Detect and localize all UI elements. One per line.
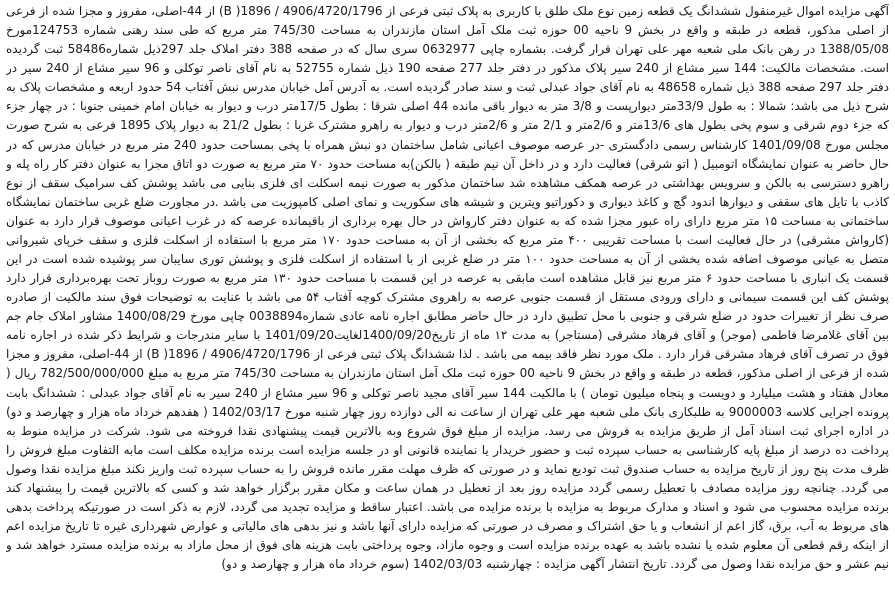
notice-body: آگهی مزایده اموال غیرمنقول ششدانگ یک قطعه زمین نوع ملک طلق با کاربری به پلاک ثبتی فرعی از 4906/4720/1796 / 1896( B) از 44-اصلی، مفروز و مجزا شده از فرعی از اصلی مذکور، قطعه در طبقه و واقع در بخش 9 ناحیه 00 حوزه ثبت ملک آمل استان مازندران به مساحت 745/30 متر مربع که طی سند رهنی شماره 124753مورخ 1388/05/08 در رهن بانک ملی شعبه مهر علی تهران قرار گرفت. بشماره چاپی 0632977 سری سال که در صفحه 388 دفتر املاک جلد 297ذیل شماره58486 ثبت گردیده است. مشخصات مالکیت: 144 سیر مشاع از 240 سیر پلاک مذکور در دفتر جلد 277 صفحه 190 ذیل شماره 52755 به نام آقای ناصر توکلی و 96 سیر مشاع از 240 سیر در دفتر جلد 297 صفحه 388 ذیل شماره 48658 به نام آقای جواد عبدلی ثبت و سند صادر گردیده است. به آدرس آمل خیابان مدرس نبش آفتاب 54 حدود اربعه و مشخصات پلاک به شرح ذیل می باشد: شمالا : به طول 33/9متر دیوارپست و 3/8 متر به دیوار باقی مانده 44 اصلی شرقا : بطول 17/5متر درب و دیوار به خیابان امام خمینی جنوبا : در چهار جزء که جزء دوم شرقی و سوم پخی بطول های 13/6متر و 2/6متر و 2/1 متر و 2/6متر درب و دیوار به راهرو مشترک غربا : بطول 21/2 به دیوار پلاک 1895 فرعی به شرح صورت مجلس مورخ 1401/09/08 کارشناس رسمی دادگستری -در عرصه موصوف اعیانی شامل ساختمان دو نبش همراه با پخی بمساحت حدود 240 متر مربع در خیابان مدرس که در حال حاضر به عنوان نمایشگاه اتومبیل ( اتو شرقی) فعالیت دارد و در داخل آن نیم طبقه ( بالکن)به مساحت حدود ۷۰ متر مربع به صورت دو اتاق مجزا به عنوان دفتر کار راه پله و راهرو دسترسی به بالکن و سرویس بهداشتی در عرصه همکف مشاهده شد ساختمان مذکور به صورت نیمه اسکلت ای فلزی بنایی می باشد پوشش کف سرامیک سقف از نوع کاذب با تایل های سقفی و دیوارها اندود گچ و کاغذ دیواری و دکوراتیو ویترین و شیشه های سکوریت و نمای اصلی کامپوزیت می باشد .در مجاورت ضلع غربی ساختمان نمایشگاه ساختمانی به مساحت ۱۵ متر مربع دارای راه عبور مجزا شده که به عنوان دفتر کارواش در حال بهره برداری از باقیمانده عرصه که در غرب اعیانی موصوف قرار دارد به عنوان (کارواش مشرقی) در حال فعالیت است با مساحت تقریبی ۴۰۰ متر مربع که بخشی از آن به مساحت حدود ۱۷۰ متر مربع با استفاده از اسکلت فلزی و سقف خرپای شیروانی متصل به عیانی موصوف اضافه شده بخشی از آن به مساحت حدود ۱۰۰ متر در ضلع غربی از با استفاده از اسکلت فلزی و پوشش توری سایبان سر پوشیده شده است در این قسمت یک انباری با مساحت حدود ۶ متر مربع نیز قابل مشاهده است مابقی به عرصه در این قسمت با مساحت حدود ۱۳۰ متر مربع به صورت روباز تحت بهره‌برداری قرار دارد پوشش کف این قسمت سیمانی و دارای ورودی مستقل از قسمت جنوبی عرصه به راهروی مشترک کوچه آفتاب ۵۴ می باشد با عنایت به توضیحات فوق سند مالکیت از صادره صرف نظر از تغییرات حدود در ضلع شرقی و جنوبی با محل تطبیق دارد در حال حاضر مطابق اجاره نامه عادی شماره0038894 چاپی مورخ 1400/08/29 مشاور املاک جام جم بین آقای غلامرضا فاطمی (موجر) و آقای فرهاد مشرقی (مستاجر) به مدت ۱۲ ماه از تاریخ1400/09/20لغایت1401/09/20 با سایر مندرجات و شرایط ذکر شده در اجاره نامه فوق در تصرف آقای فرهاد مشرقی قرار دارد . ملک مورد نظر فاقد بیمه می باشد . لذا ششدانگ پلاک ثبتی فرعی از 4906/4720/1796 / 1896( B) از 44-اصلی، مفروز و مجزا شده از فرعی از اصلی مذکور، قطعه در طبقه و واقع در بخش 9 ناحیه 00 حوزه ثبت ملک آمل استان مازندران به مساحت 745/30 متر مربع به مبلغ 782/500/000/000 ریال ( معادل هفتاد و هشت میلیارد و دویست و پنجاه میلیون تومان ) با مالکیت 144 سیر آقای مجید ناصر توکلی و 96 سیر مشاع از 240 سیر به نام آقای جواد عبدلی : ششدانگ بابت پرونده اجرایی کلاسه 9000003 به طلبکاری بانک ملی شعبه مهر علی تهران از ساعت نه الی دوازده روز چهار شنبه مورخ 1402/03/17 ( هفدهم خرداد ماه هزار و چهارصد و دو) در اداره اجرای ثبت اسناد آمل از طریق مزایده به فروش می رسد. مزایده از مبلغ فوق شروع وبه بالاترین قیمت پیشنهادی نقدا فروخته می شود. شرکت در مزایده منوط به پرداخت ده درصد از مبلغ پایه کارشناسی به حساب سپرده ثبت و حضور خریدار یا نماینده قانونی او در جلسه مزایده است برنده مزایده مکلف است مابه التفاوت مبلغ فروش را ظرف مدت پنج روز از تاریخ مزایده به حساب صندوق ثبت تودیع نماید و در صورتی که ظرف مهلت مقرر مانده فروش را به حساب سپرده ثبت واریز نکند مبلغ مزایده نقدا وصول می گردد. چنانچه روز مزایده مصادف با تعطیل رسمی گردد مزایده روز بعد از تعطیل در همان ساعت و مکان مقرر برگزار خواهد شد و کسی که بالاترین قیمت را پیشنهاد کند برنده مزایده محسوب می شود و اسناد و مدارک مربوط به مزایده با برنده مزایده می باشد. اعتبار ساقط و مزایده تجدید می گردد، لازم به ذکر است در صورتیکه پرداخت بدهی های مربوط به آب، برق، گاز اعم از انشعاب و یا حق اشتراک و مصرف در صورتی که مزایده دارای آنها باشد و نیز بدهی های مالیاتی و عوارض شهرداری غیره تا تاریخ مزایده اعم از اینکه رقم قطعی آن معلوم شده یا نشده باشد به عهده برنده مزایده است و وجوه مازاد، وجوه پرداختی بابت هزینه های فوق از محل مازاد به برنده مزایده مسترد خواهد شد و نیم عشر و حق مزایده نقدا وصول می گردد. تاریخ انتشار آگهی مزایده : چهارشنبه 1402/03/03 (سوم خرداد ماه هزار و چهارصد و دو)	[6, 4, 889, 572]
notice-page	[6, 2, 889, 589]
auction-notice-text	[6, 2, 889, 574]
